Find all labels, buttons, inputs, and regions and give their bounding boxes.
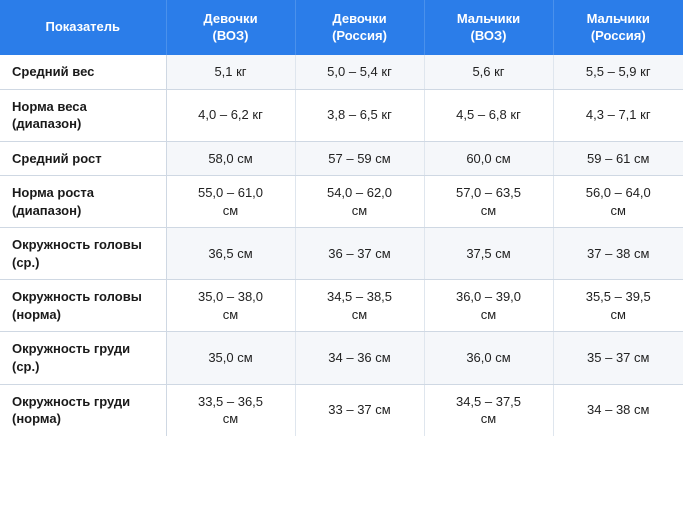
row-header-label: Средний вес: [0, 55, 166, 89]
table-cell-value: 33 – 37 см: [295, 384, 424, 436]
table-cell-value: 35,0 см: [166, 332, 295, 384]
row-header-label: Средний рост: [0, 141, 166, 176]
table-cell-value: 34,5 – 38,5 см: [295, 280, 424, 332]
table-cell-value: 36,0 см: [424, 332, 553, 384]
table-cell-value: 57 – 59 см: [295, 141, 424, 176]
table-cell-value: 33,5 – 36,5 см: [166, 384, 295, 436]
table-cell-value: 60,0 см: [424, 141, 553, 176]
column-header-boys-who: [424, 0, 553, 55]
column-header-boys-russia-text: Мальчики (Россия): [586, 10, 650, 43]
row-header-label: Окружность головы (ср.): [0, 228, 166, 280]
row-header-label: Окружность головы (норма): [0, 280, 166, 332]
row-header-label: Окружность груди (норма): [0, 384, 166, 436]
column-header-boys-who-text: Мальчики (ВОЗ): [456, 10, 521, 43]
table-body: [0, 55, 683, 436]
table-cell-value: 3,8 – 6,5 кг: [295, 89, 424, 141]
table-cell-value: 4,3 – 7,1 кг: [553, 89, 683, 141]
table-cell-value: 58,0 см: [166, 141, 295, 176]
table-row: [0, 228, 683, 280]
column-header-boys-russia: [553, 0, 683, 55]
table-row: [0, 55, 683, 89]
table-cell-value: 34,5 – 37,5 см: [424, 384, 553, 436]
table-row: [0, 280, 683, 332]
column-header-girls-who-text: Девочки (ВОЗ): [203, 10, 258, 43]
table-cell-value: 5,5 – 5,9 кг: [553, 55, 683, 89]
table-cell-value: 4,5 – 6,8 кг: [424, 89, 553, 141]
table-cell-value: 34 – 38 см: [553, 384, 683, 436]
table-row: [0, 332, 683, 384]
table-cell-value: 35,5 – 39,5 см: [553, 280, 683, 332]
table-cell-value: 37 – 38 см: [553, 228, 683, 280]
table-cell-value: 34 – 36 см: [295, 332, 424, 384]
table-cell-value: 5,0 – 5,4 кг: [295, 55, 424, 89]
table-cell-value: 54,0 – 62,0 см: [295, 176, 424, 228]
table-row: [0, 384, 683, 436]
column-header-girls-russia: [295, 0, 424, 55]
table-cell-value: 4,0 – 6,2 кг: [166, 89, 295, 141]
table-cell-value: 36 – 37 см: [295, 228, 424, 280]
table-row: [0, 176, 683, 228]
table-cell-value: 56,0 – 64,0 см: [553, 176, 683, 228]
table-cell-value: 36,5 см: [166, 228, 295, 280]
table-cell-value: 37,5 см: [424, 228, 553, 280]
table-cell-value: 57,0 – 63,5 см: [424, 176, 553, 228]
column-header-girls-who: [166, 0, 295, 55]
table-cell-value: 35,0 – 38,0 см: [166, 280, 295, 332]
column-header-indicator: Показатель: [0, 0, 166, 55]
table-cell-value: 5,6 кг: [424, 55, 553, 89]
column-header-girls-russia-text: Девочки (Россия): [332, 10, 387, 43]
table-cell-value: 35 – 37 см: [553, 332, 683, 384]
table-row: [0, 141, 683, 176]
row-header-label: Норма веса (диапазон): [0, 89, 166, 141]
table-header-row: [0, 0, 683, 55]
table-row: [0, 89, 683, 141]
table-cell-value: 5,1 кг: [166, 55, 295, 89]
table-cell-value: 36,0 – 39,0 см: [424, 280, 553, 332]
table-cell-value: 59 – 61 см: [553, 141, 683, 176]
row-header-label: Норма роста (диапазон): [0, 176, 166, 228]
row-header-label: Окружность груди (ср.): [0, 332, 166, 384]
table-header: [0, 0, 683, 55]
table-cell-value: 55,0 – 61,0 см: [166, 176, 295, 228]
